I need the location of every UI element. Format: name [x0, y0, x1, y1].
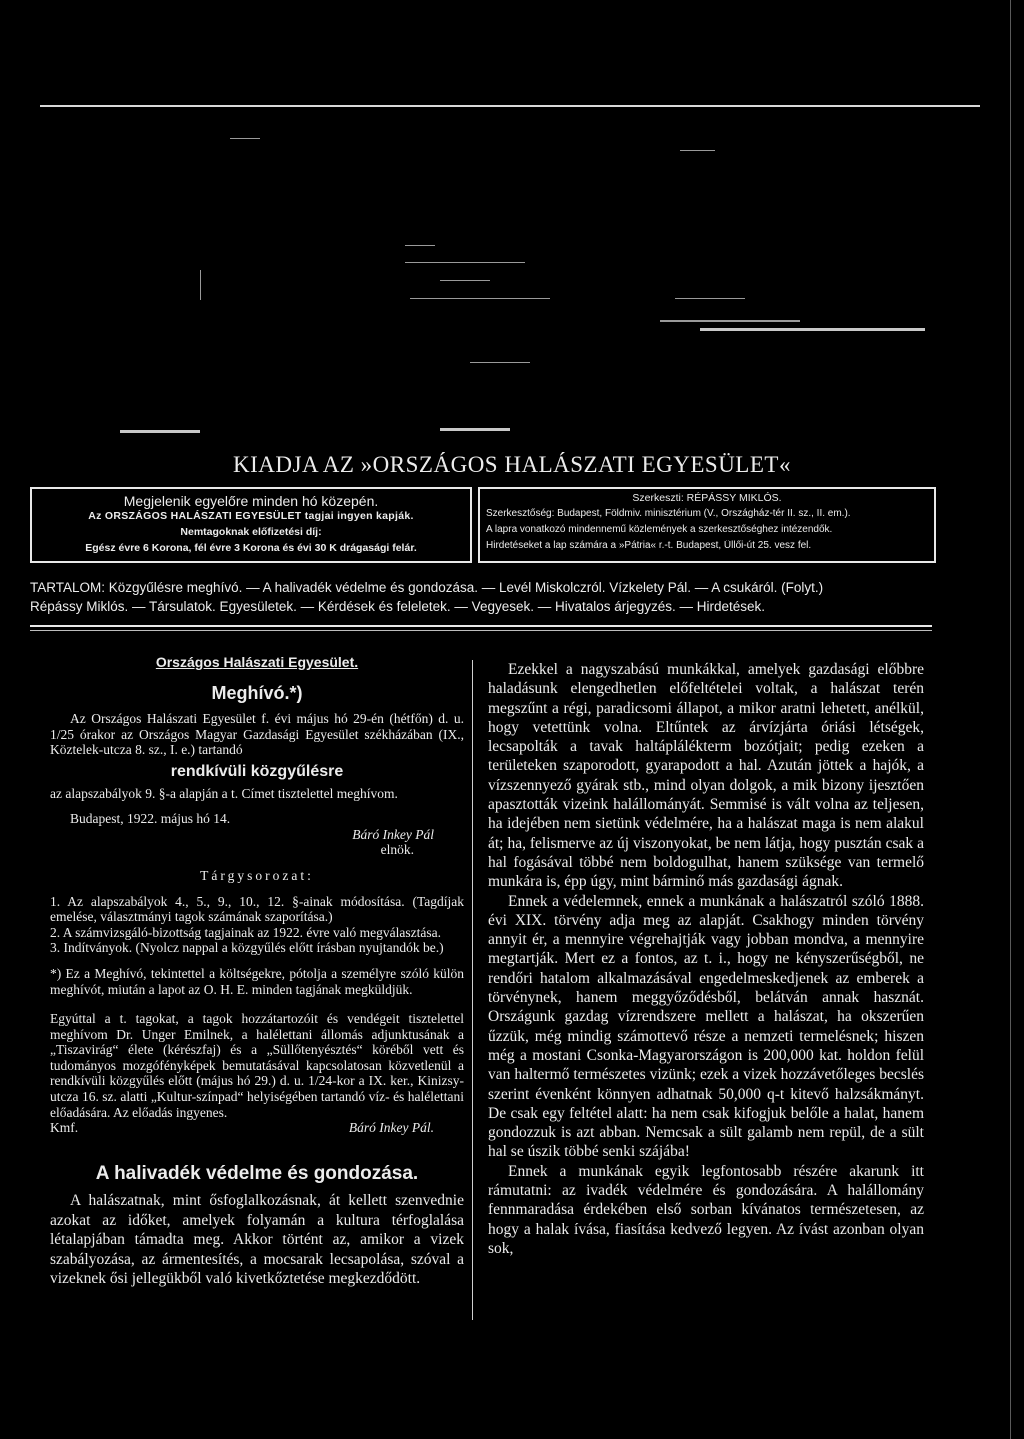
closing-line: [50, 1120, 464, 1136]
masthead-mark: [660, 320, 800, 322]
org-heading: Országos Halászati Egyesület.: [155, 654, 359, 670]
left-column: [50, 655, 464, 1288]
editor-line: Szerkeszti: RÉPÁSSY MIKLÓS.: [632, 492, 782, 504]
agenda-item: 2. A számvizsgáló-bizottság tagjainak az 1922. évre való megválasztása.: [50, 924, 441, 940]
editorial-address: Szerkesztőség: Budapest, Földmiv. minisztérium (V., Országház-tér II. sz., II. em.).: [486, 508, 851, 519]
event-heading: rendkívüli közgyűlésre: [170, 762, 344, 780]
right-column: [488, 660, 924, 1258]
correspondence-note: A lapra vonatkozó mindennemű közlemények a szerkesztőséghez intézendők.: [486, 524, 833, 535]
masthead-mark: [440, 280, 490, 281]
advertising-note: Hirdetéseket a lap számára a »Pátria« r.-t. Budapest, Üllői-út 25. vesz fel.: [486, 540, 812, 551]
signature-name: Báró Inkey Pál: [352, 826, 434, 842]
toc-rule: [30, 625, 932, 627]
publication-frequency: Megjelenik egyelőre minden hó közepén.: [123, 493, 379, 509]
masthead-mark: [405, 245, 435, 246]
member-note: Az ORSZÁGOS HALÁSZATI EGYESÜLET tagjai ingyen kapják.: [88, 510, 414, 522]
agenda-title: Tárgysorozat:: [200, 867, 314, 883]
publisher-line: KIADJA AZ »ORSZÁGOS HALÁSZATI EGYESÜLET«: [233, 452, 791, 477]
subscription-label: Nemtagoknak előfizetési díj:: [180, 526, 322, 538]
masthead-rule: [40, 105, 980, 107]
masthead-mark: [230, 138, 260, 139]
article-title: A halivadék védelme és gondozása.: [95, 1162, 419, 1184]
subscription-box: [30, 487, 472, 563]
masthead-mark: [440, 428, 510, 431]
masthead-mark: [200, 270, 201, 300]
article-paragraph: Ennek a munkának egyik legfontosabb részére akarunk itt rámutatni: az ivadék védelmére és gondozására. A halállomány fennmaradása érdekében első sorban kívánatos természetesen, az hogy a halak ívása, fiasítása kedvező legyen. Az ívást azonban olyan sok,: [488, 1162, 924, 1257]
editorial-box: [478, 487, 936, 563]
lecture-invitation: Egyúttal a t. tagokat, a tagok hozzátartozóit és vendégeit tisztelettel meghívom Dr. Unger Emilnek, a halélettani állomás adjunktusának a „Tiszavirág“ élete (kérészfaj) és a „Süllőtenyésztés“ köréből vett és tudományos mozgófényképek bemutatásával kapcsolatosan közvetlenül a rendkívüli közgyűlés előtt (május hó 29.) d. u. 1/24-kor a IX. ker., Kinizsy-utcza 16. sz. alatti „Kultur-színpad“ helyiségében tartandó víz- és halélettani előadására. Az előadás ingyenes.: [50, 1011, 464, 1120]
invitation-text: Az Országos Halászati Egyesület f. évi május hó 29-én (hétfőn) d. u. 1/25 órakor az Országos Magyar Gazdasági Egyesület székházában (IX., Köztelek-utcza 8. sz., I. e.) tartandó: [50, 711, 464, 758]
column-divider: [472, 660, 473, 1320]
masthead-mark: [470, 362, 530, 363]
footnote: *) Ez a Meghívó, tekintettel a költségekre, pótolja a személyre szóló külön meghívót, miután a lapot az O. H. E. minden tagjának megküldjük.: [50, 965, 464, 997]
toc-line: Répássy Miklós. — Társulatok. Egyesületek. — Kérdések és feleletek. — Vegyesek. — Hivatalos árjegyzés. — Hirdetések.: [30, 599, 766, 614]
invitation-basis: az alapszabályok 9. §-a alapján a t. Címet tisztelettel meghívom.: [50, 785, 398, 801]
agenda-item: 3. Indítványok. (Nyolcz nappal a közgyűlés előtt írásban nyujtandók be.): [50, 940, 444, 956]
masthead-mark: [120, 430, 200, 433]
page-edge-right: [1010, 0, 1011, 1439]
article-paragraph: Ezekkel a nagyszabású munkákkal, amelyek gazdasági előbbre haladásunk elengedhetlen előfeltételei voltak, a halászat terén megszűnt a régi, paradicsomi állapot, a mikor aratni lehetett, anélkül, hogy vetettünk volna. Eltűntek az árvízjárta óriási létségek, lecsapolták a tavak haltáplálékterm bozótjait; pedig ezeken a területeken szaporodott, gyarapodott a hal. Azután jöttek a hajók, a vízszennyező gyárak stb., mind olyan dolgok, a mik bizony ijesztően apasztották vizeink halállományát. Semmisé is vált volna az teljesen, ha idejében nem sietünk védelmére, ha a halászat maga is nem alakul át; ha, felismerve az új viszonyokat, be nem látja, hogy pusztán csak a hal fogásával többé nem boldogulhat, hanem szüksége van termelő munkára is, épp úgy, mint bárminő más gazdasági ágnak.: [488, 661, 924, 891]
subscription-prices: Egész évre 6 Korona, fél évre 3 Korona és évi 30 K drágasági felár.: [85, 542, 417, 554]
kmf-label: Kmf.: [50, 1120, 79, 1136]
toc-rule-thin: [30, 630, 932, 631]
signature-title: elnök.: [380, 842, 414, 858]
masthead-mark: [675, 298, 745, 299]
masthead-mark: [410, 298, 550, 299]
masthead-mark: [680, 150, 715, 151]
toc-line: TARTALOM: Közgyűlésre meghívó. — A halivadék védelme és gondozása. — Levél Miskolczról. Vízkelety Pál. — A csukáról. (Folyt.): [30, 580, 824, 595]
invitation-title: Meghívó.*): [211, 682, 303, 703]
invitation-date: Budapest, 1922. május hó 14.: [70, 811, 231, 827]
article-paragraph: Ennek a védelemnek, ennek a munkának a halászatról szóló 1888. évi XIX. törvény adja meg az alapját. Csakhogy minden törvény annyit ér, a mennyire végrehajtják vagy jobban mondva, a mennyire megtartják. Mert ez a fontos, az t. i., hogy ne kényszerűségből, ne rendőri hatalom alkalmazásával engedelmeskedjenek az emberek a törvénynek, hanem meggyőződésből, belátván annak hasznát. Országunk gazdag vízrendszere mellett a halászat, ha okszerűen űzzük, még mindig számottevő része a nemzeti termelésnek; hiszen még a mostani Csonka-Magyarországon is 200,000 kat. holdon felül van haltermő természetes vizünk; ezek a vizek hozzávetőleges becslés szerint évenként könnyen adhatnak 50,000 q-t kitevő halzsákmányt. De csak egy feltétel alatt: ha nem csak kifogjuk belőle a halat, hanem gondozzuk is azt abban. Nemcsak a sült galamb nem repül, de a sült hal se úszik többé senki szájába!: [488, 892, 924, 1161]
agenda-item: 1. Az alapszabályok 4., 5., 9., 10., 12. §-ainak módosítása. (Tagdíjak emelése, választmányi tagok számának szaporítása.): [50, 893, 464, 925]
masthead-mark: [405, 262, 525, 263]
article-paragraph: A halászatnak, mint ősfoglalkozásnak, át kellett szenvednie azokat az időket, amelyek folyamán a kultura térfoglalása létalapjában támadta meg. Akkor történt az, amikor a vizek szabályozása, az ármentesítés, a mocsarak lecsapolása, szóval a vizeknek ősi jellegükből való kivetkőztetése megkezdődött.: [50, 1192, 464, 1288]
table-of-contents: [30, 578, 930, 616]
kmf-signature: Báró Inkey Pál.: [348, 1120, 434, 1136]
masthead-mark: [700, 328, 925, 331]
